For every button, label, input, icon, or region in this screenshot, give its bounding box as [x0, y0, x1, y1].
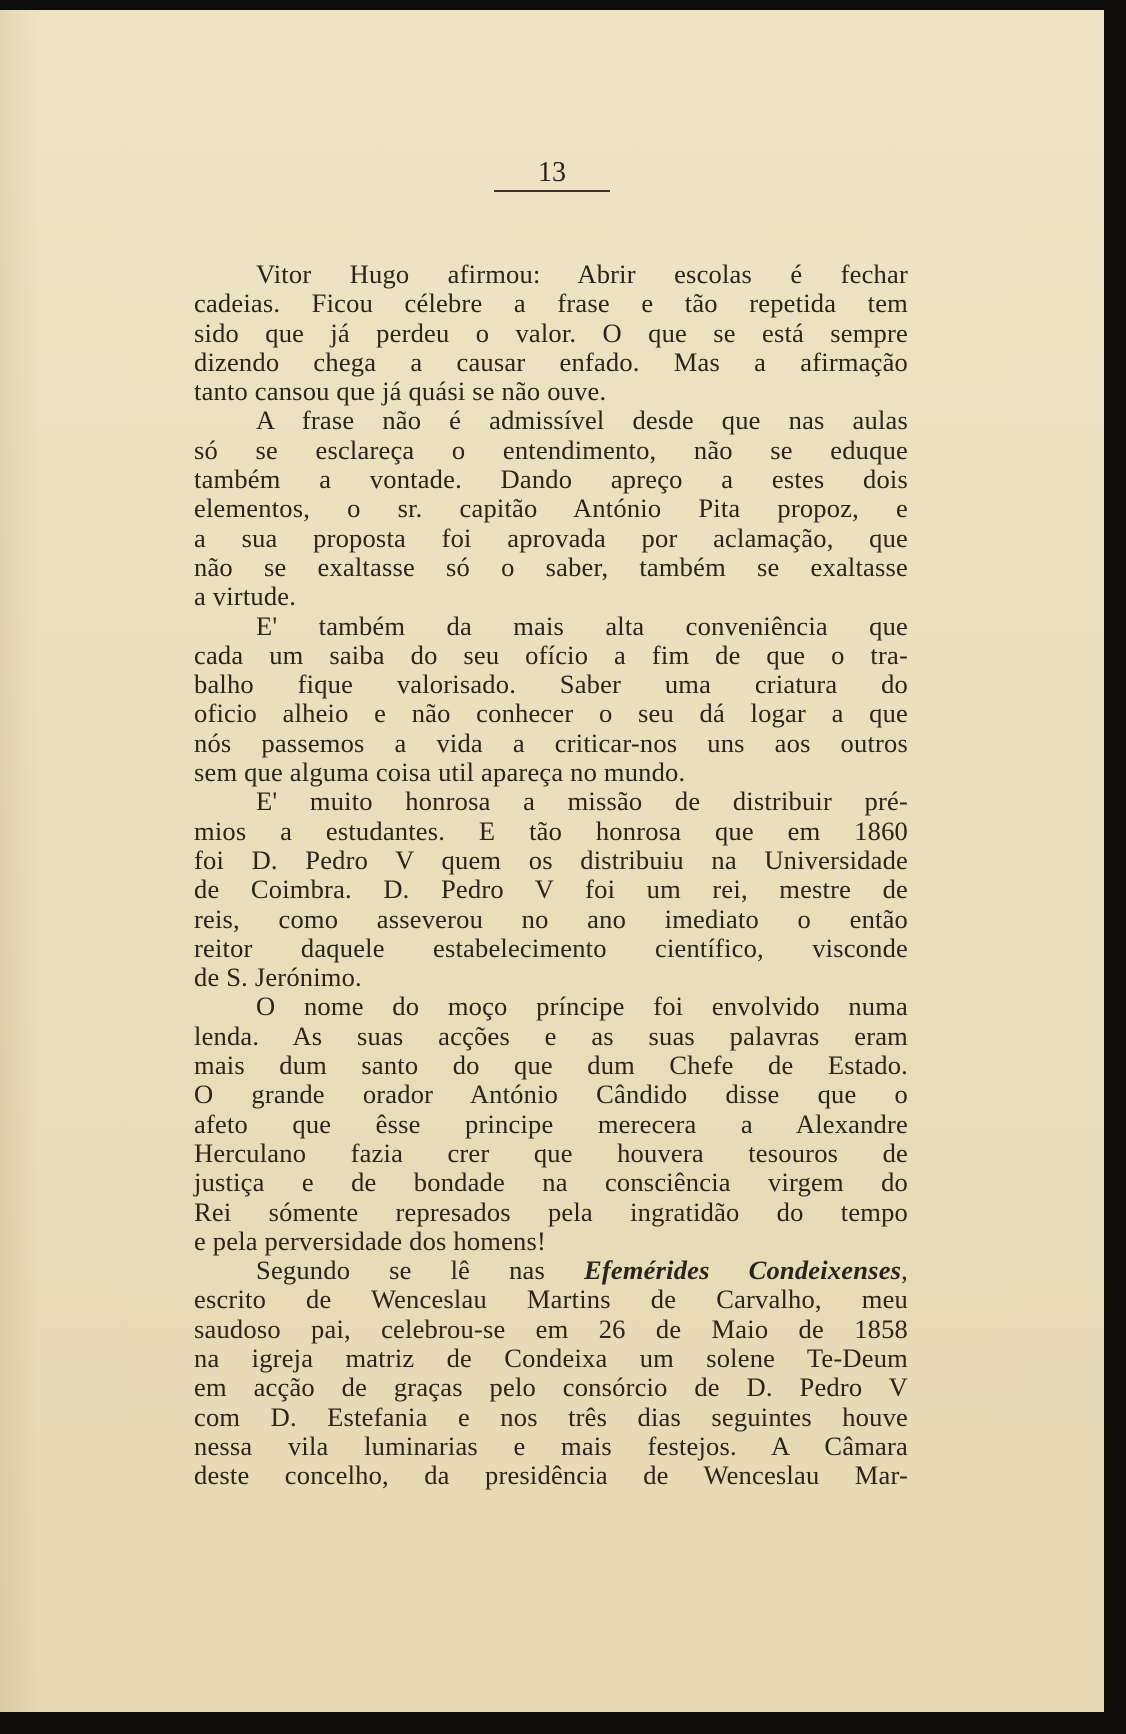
text-line: afeto que êsse principe merecera a Alexandre	[194, 1108, 908, 1139]
text-line: não se exaltasse só o saber, também se exaltasse	[194, 551, 908, 582]
text-line: a sua proposta foi aprovada por aclamação, que	[194, 522, 908, 553]
text-line: escrito de Wenceslau Martins de Carvalho, meu	[194, 1284, 908, 1315]
text-line: balho fique valorisado. Saber uma criatura do	[194, 669, 908, 700]
text-line: justiça e de bondade na consciência virgem do	[194, 1167, 908, 1198]
page-number-rule	[494, 190, 610, 192]
text-line: na igreja matriz de Condeixa um solene Te-Deum	[194, 1342, 908, 1373]
text-line: nessa vila luminarias e mais festejos. A Câmara	[194, 1430, 908, 1461]
text-line: cada um saiba do seu ofício a fim de que o tra-	[194, 639, 908, 670]
text-line: de Coimbra. D. Pedro V foi um rei, mestre de	[194, 874, 908, 905]
text-line: de S. Jerónimo.	[194, 962, 362, 993]
page-number: 13	[538, 157, 566, 188]
text-line: O grande orador António Cândido disse que o	[194, 1079, 908, 1110]
text-line: nós passemos a vida a criticar-nos uns aos outros	[194, 727, 908, 758]
text-line: e pela perversidade dos homens!	[194, 1225, 547, 1256]
text-line: cadeias. Ficou célebre a frase e tão repetida tem	[194, 288, 908, 319]
book-page	[0, 10, 1104, 1712]
text-line: E' muito honrosa a missão de distribuir pré-	[256, 786, 908, 817]
text-line: tanto cansou que já quási se não ouve.	[194, 376, 607, 407]
text-line: Vitor Hugo afirmou: Abrir escolas é fechar	[256, 259, 908, 289]
text-line: elementos, o sr. capitão António Pita propoz, e	[194, 493, 908, 524]
text-line: mios a estudantes. E tão honrosa que em 1860	[194, 815, 908, 846]
text-line: deste concelho, da presidência de Wenceslau Mar-	[194, 1460, 908, 1491]
text-line: sido que já perdeu o valor. O que se está sempre	[194, 317, 908, 348]
text-line: dizendo chega a causar enfado. Mas a afirmação	[194, 346, 908, 377]
body-text	[194, 260, 908, 1490]
italic-title: Efemérides Condeixenses	[583, 1255, 902, 1286]
text-line: reitor daquele estabelecimento científico, visconde	[194, 932, 908, 963]
text-segment: ,	[901, 1255, 908, 1286]
text-line: só se esclareça o entendimento, não se eduque	[194, 434, 908, 465]
text-line: A frase não é admissível desde que nas aulas	[256, 405, 908, 436]
text-line: sem que alguma coisa util apareça no mundo.	[194, 757, 686, 788]
text-line: Herculano fazia crer que houvera tesouros de	[194, 1137, 908, 1168]
text-line: saudoso pai, celebrou-se em 26 de Maio de 1858	[194, 1313, 908, 1344]
text-segment: Segundo se lê nas	[256, 1255, 584, 1286]
text-line: lenda. As suas acções e as suas palavras eram	[194, 1020, 908, 1051]
text-line: a virtude.	[194, 581, 297, 612]
text-line: com D. Estefania e nos três dias seguintes houve	[194, 1401, 908, 1432]
text-line: reis, como asseverou no ano imediato o então	[194, 903, 908, 934]
text-line: também a vontade. Dando apreço a estes dois	[194, 464, 908, 495]
text-line: oficio alheio e não conhecer o seu dá logar a que	[194, 698, 908, 729]
text-line: O nome do moço príncipe foi envolvido numa	[256, 991, 908, 1022]
text-line: Rei sómente represados pela ingratidão do tempo	[194, 1196, 908, 1227]
page-header	[494, 158, 610, 192]
text-line: foi D. Pedro V quem os distribuiu na Universidade	[194, 844, 908, 875]
text-line: em acção de graças pelo consórcio de D. Pedro V	[194, 1372, 908, 1403]
text-line: E' também da mais alta conveniência que	[256, 610, 908, 641]
text-line	[194, 1256, 908, 1285]
text-line: mais dum santo do que dum Chefe de Estado.	[194, 1050, 908, 1081]
